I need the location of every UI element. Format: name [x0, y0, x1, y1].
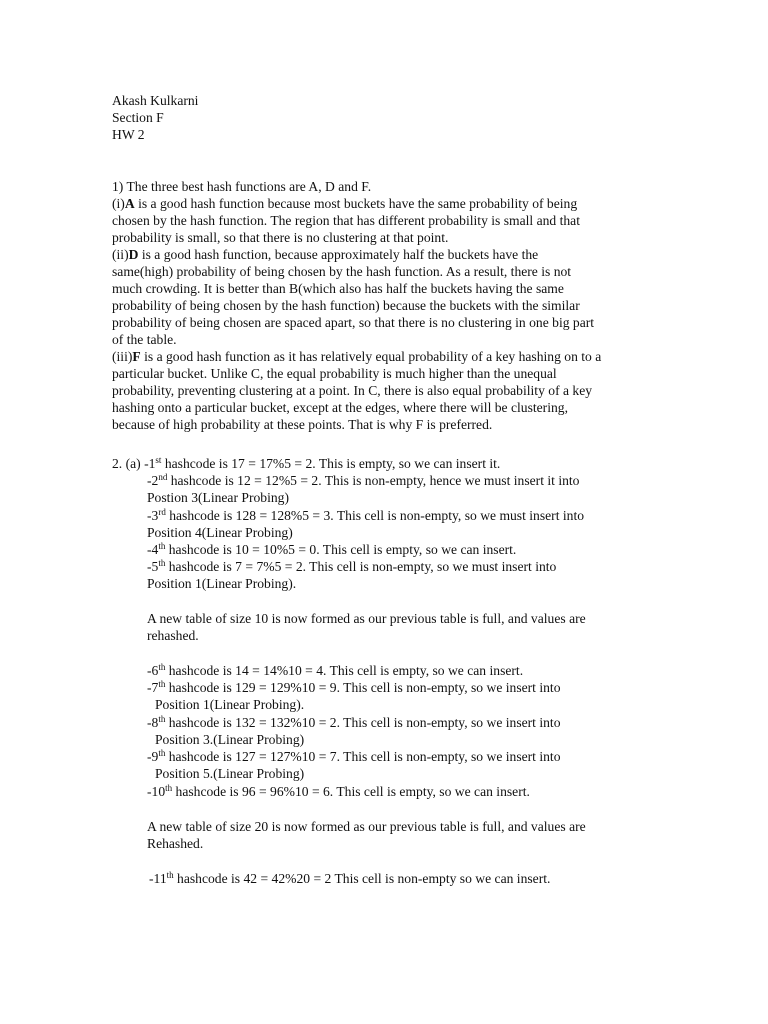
- q1-d-line-4: probability of being chosen by the hash function) because the buckets with the similar: [112, 298, 580, 313]
- q2-step-5: [147, 558, 556, 575]
- step-text: hashcode is 96 = 96%10 = 6. This cell is empty, so we can insert.: [172, 784, 530, 799]
- q2-rehash-note-1-line-2: rehashed.: [147, 628, 199, 643]
- q2-step-7: [147, 679, 561, 696]
- q1-f-line-2: particular bucket. Unlike C, the equal probability is much higher than the unequal: [112, 366, 557, 381]
- step-text: hashcode is 129 = 129%10 = 9. This cell is non-empty, so we insert into: [165, 680, 561, 695]
- step-text: hashcode is 42 = 42%20 = 2 This cell is non-empty so we can insert.: [173, 871, 551, 886]
- q1-d-line-1: [112, 246, 538, 263]
- q1-a-prefix: (i): [112, 196, 125, 211]
- step-text: hashcode is 10 = 10%5 = 0. This cell is empty, so we can insert.: [165, 542, 517, 557]
- q2-step-1: [112, 455, 500, 472]
- q2-step-5-cont: Position 1(Linear Probing).: [147, 576, 297, 591]
- ordinal-suffix: th: [158, 714, 166, 724]
- step-text: hashcode is 14 = 14%10 = 4. This cell is empty, so we can insert.: [165, 663, 524, 678]
- q2-step-9: [147, 748, 561, 765]
- q1-f-prefix: (iii): [112, 349, 133, 364]
- ordinal-suffix: th: [158, 541, 166, 551]
- q2-rehash-note-1-line-1: A new table of size 10 is now formed as our previous table is full, and values are: [147, 611, 586, 626]
- q2-step-8-cont: Position 3.(Linear Probing): [155, 732, 305, 747]
- ordinal-suffix: th: [158, 679, 166, 689]
- q2-step-2: [147, 472, 579, 489]
- q1-a-letter: A: [124, 196, 135, 211]
- q2-step-7-cont: Position 1(Linear Probing).: [155, 697, 305, 712]
- q1-f-line-3: probability, preventing clustering at a point. In C, there is also equal probability of a key: [112, 383, 593, 398]
- q1-d-line-5: probability of being chosen are spaced apart, so that there is no clustering in one big part: [112, 315, 595, 330]
- step-prefix: -8: [147, 715, 159, 730]
- step-text: hashcode is 128 = 128%5 = 3. This cell is non-empty, so we must insert into: [165, 508, 585, 523]
- q2-step-8: [147, 714, 561, 731]
- q2-step-10: [147, 783, 530, 800]
- ordinal-suffix: th: [158, 748, 166, 758]
- q1-f-line-5: because of high probability at these points. That is why F is preferred.: [112, 417, 493, 432]
- step-text: hashcode is 127 = 127%10 = 7. This cell is non-empty, so we insert into: [165, 749, 561, 764]
- step-prefix: -2: [147, 473, 159, 488]
- q1-f-text: is a good hash function as it has relatively equal probability of a key hashing on to a: [140, 349, 602, 364]
- ordinal-suffix: th: [165, 783, 173, 793]
- q1-intro: 1) The three best hash functions are A, D and F.: [112, 179, 372, 194]
- q2-step-3-cont: Position 4(Linear Probing): [147, 525, 293, 540]
- q1-a-text: is a good hash function because most buckets have the same probability of being: [134, 196, 578, 211]
- q2-step-6: [147, 662, 523, 679]
- q1-f-line-4: hashing onto a particular bucket, except at the edges, where there will be clustering,: [112, 400, 568, 415]
- step-prefix: -4: [147, 542, 159, 557]
- q1-a-line-1: [112, 195, 577, 212]
- step-prefix: -10: [147, 784, 166, 799]
- step-prefix: -9: [147, 749, 159, 764]
- q1-d-line-2: same(high) probability of being chosen by the hash function. As a result, there is not: [112, 264, 572, 279]
- q2-step-9-cont: Position 5.(Linear Probing): [155, 766, 305, 781]
- q1-a-line-3: probability is small, so that there is no clustering at that point.: [112, 230, 449, 245]
- ordinal-suffix: nd: [158, 472, 168, 482]
- step-text: hashcode is 7 = 7%5 = 2. This cell is non-empty, so we must insert into: [165, 559, 557, 574]
- ordinal-suffix: st: [155, 455, 162, 465]
- ordinal-suffix: th: [158, 662, 166, 672]
- step-text: hashcode is 132 = 132%10 = 2. This cell is non-empty, so we insert into: [165, 715, 561, 730]
- q2-rehash-note-2-line-1: A new table of size 20 is now formed as our previous table is full, and values are: [147, 819, 586, 834]
- assignment-label: HW 2: [112, 127, 145, 142]
- step-prefix: -6: [147, 663, 159, 678]
- q1-d-letter: D: [128, 247, 139, 262]
- author-name: Akash Kulkarni: [112, 93, 199, 108]
- q2-step-3: [147, 507, 584, 524]
- ordinal-suffix: th: [166, 870, 174, 880]
- ordinal-suffix: th: [158, 558, 166, 568]
- q2-step-2-cont: Postion 3(Linear Probing): [147, 490, 289, 505]
- q1-d-line-3: much crowding. It is better than B(which also has half the buckets having the same: [112, 281, 564, 296]
- q2-step-4: [147, 541, 516, 558]
- q1-a-line-2: chosen by the hash function. The region that has different probability is small and that: [112, 213, 580, 228]
- q1-f-line-1: [112, 348, 601, 365]
- step-prefix: -7: [147, 680, 159, 695]
- q1-f-letter: F: [132, 349, 141, 364]
- ordinal-suffix: rd: [158, 507, 166, 517]
- q1-d-prefix: (ii): [112, 247, 129, 262]
- step-prefix: 2. (a) -1: [112, 456, 156, 471]
- q2-rehash-note-2-line-2: Rehashed.: [147, 836, 204, 851]
- step-prefix: -3: [147, 508, 159, 523]
- step-text: hashcode is 17 = 17%5 = 2. This is empty, so we can insert it.: [161, 456, 501, 471]
- q1-d-text: is a good hash function, because approximately half the buckets have the: [138, 247, 539, 262]
- section-label: Section F: [112, 110, 164, 125]
- q2-step-11: [149, 870, 550, 887]
- step-prefix: -11: [149, 871, 167, 886]
- q1-d-line-6: of the table.: [112, 332, 177, 347]
- step-prefix: -5: [147, 559, 159, 574]
- step-text: hashcode is 12 = 12%5 = 2. This is non-empty, hence we must insert it into: [167, 473, 580, 488]
